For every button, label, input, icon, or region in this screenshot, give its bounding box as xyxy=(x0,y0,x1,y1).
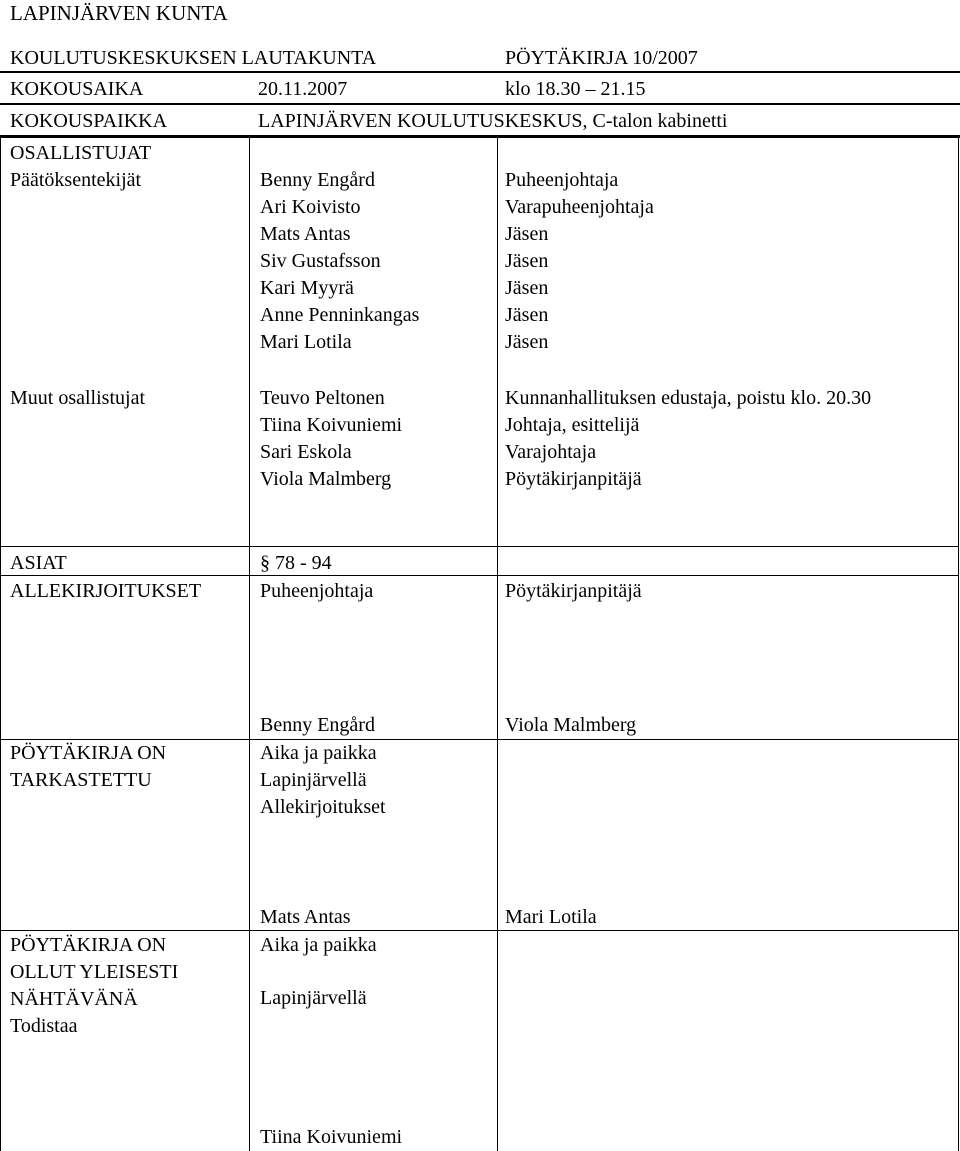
checked-label xyxy=(10,740,166,794)
chair-name: Benny Engård xyxy=(260,714,375,736)
decision-maker-name: Kari Myyrä xyxy=(260,277,354,299)
participants-bottom-rule xyxy=(0,546,959,547)
displayed-label xyxy=(10,932,178,1040)
municipality-title: LAPINJÄRVEN KUNTA xyxy=(10,1,228,25)
decision-maker-name: Benny Engård xyxy=(260,169,375,191)
other-participant-name: Tiina Koivuniemi xyxy=(260,414,403,436)
decision-maker-role: Varapuheenjohtaja xyxy=(505,196,654,218)
column-divider-2 xyxy=(497,138,498,1151)
checked-details xyxy=(260,740,386,821)
meeting-place-label: KOKOUSPAIKKA xyxy=(10,110,168,132)
checker-2-name: Mari Lotila xyxy=(505,906,597,928)
header-rule-3 xyxy=(0,135,960,138)
header-rule-1 xyxy=(0,71,960,73)
other-participant-name: Viola Malmberg xyxy=(260,468,392,490)
checked-bottom-rule xyxy=(0,930,959,931)
decision-maker-role: Puheenjohtaja xyxy=(505,169,619,191)
section-mark: § xyxy=(260,552,270,574)
displayed-label-line: PÖYTÄKIRJA ON xyxy=(10,934,167,956)
meeting-time-label: KOKOUSAIKA xyxy=(10,78,144,100)
witness-name: Tiina Koivuniemi xyxy=(260,1126,403,1148)
items-range-value: 78 - 94 xyxy=(275,552,332,574)
checked-time-place-label: Aika ja paikka xyxy=(260,742,377,764)
displayed-label-line: OLLUT YLEISESTI xyxy=(10,961,179,983)
column-divider-1 xyxy=(249,138,250,1151)
decision-maker-role: Jäsen xyxy=(505,250,549,272)
displayed-label-line: NÄHTÄVÄNÄ xyxy=(10,988,138,1010)
decision-maker-role: Jäsen xyxy=(505,331,549,353)
other-participants-label: Muut osallistujat xyxy=(10,387,145,409)
decision-makers-label: Päätöksentekijät xyxy=(10,169,142,191)
decision-maker-roles xyxy=(505,167,654,356)
header-rule-2 xyxy=(0,103,960,105)
decision-maker-name: Mats Antas xyxy=(260,223,351,245)
chair-label: Puheenjohtaja xyxy=(260,580,374,602)
participants-heading: OSALLISTUJAT xyxy=(10,142,152,164)
checked-place: Lapinjärvellä xyxy=(260,769,367,791)
meeting-date: 20.11.2007 xyxy=(258,78,348,100)
table-left-border xyxy=(0,138,1,1151)
decision-maker-role: Jäsen xyxy=(505,277,549,299)
meeting-time: klo 18.30 – 21.15 xyxy=(505,78,646,100)
other-participant-role: Pöytäkirjanpitäjä xyxy=(505,468,642,490)
items-bottom-rule xyxy=(0,575,959,576)
signatures-label: ALLEKIRJOITUKSET xyxy=(10,580,202,602)
secretary-label: Pöytäkirjanpitäjä xyxy=(505,580,642,602)
other-participant-role: Johtaja, esittelijä xyxy=(505,414,640,436)
board-name: KOULUTUSKESKUKSEN LAUTAKUNTA xyxy=(10,47,377,69)
minutes-number: PÖYTÄKIRJA 10/2007 xyxy=(505,47,698,69)
other-participant-roles xyxy=(505,385,871,493)
displayed-place: Lapinjärvellä xyxy=(260,987,367,1009)
items-range xyxy=(260,550,332,577)
secretary-name: Viola Malmberg xyxy=(505,714,637,736)
items-label: ASIAT xyxy=(10,552,67,574)
other-participant-role: Kunnanhallituksen edustaja, poistu klo. 20.30 xyxy=(505,387,872,409)
decision-maker-name: Mari Lotila xyxy=(260,331,352,353)
other-participant-role: Varajohtaja xyxy=(505,441,597,463)
other-participant-names xyxy=(260,385,402,493)
displayed-label-line: Todistaa xyxy=(10,1015,78,1037)
checker-1-name: Mats Antas xyxy=(260,906,351,928)
displayed-time-place-label: Aika ja paikka xyxy=(260,934,377,956)
other-participant-name: Teuvo Peltonen xyxy=(260,387,385,409)
table-right-border xyxy=(958,138,959,1151)
other-participant-name: Sari Eskola xyxy=(260,441,352,463)
decision-maker-name: Siv Gustafsson xyxy=(260,250,381,272)
checked-label-line: TARKASTETTU xyxy=(10,769,152,791)
decision-maker-name: Ari Koivisto xyxy=(260,196,361,218)
decision-maker-role: Jäsen xyxy=(505,223,549,245)
meeting-place: LAPINJÄRVEN KOULUTUSKESKUS, C-talon kabinetti xyxy=(258,110,728,132)
decision-maker-role: Jäsen xyxy=(505,304,549,326)
checked-signatures-label: Allekirjoitukset xyxy=(260,796,386,818)
checked-label-line: PÖYTÄKIRJA ON xyxy=(10,742,167,764)
decision-maker-name: Anne Penninkangas xyxy=(260,304,420,326)
decision-maker-names xyxy=(260,167,419,356)
